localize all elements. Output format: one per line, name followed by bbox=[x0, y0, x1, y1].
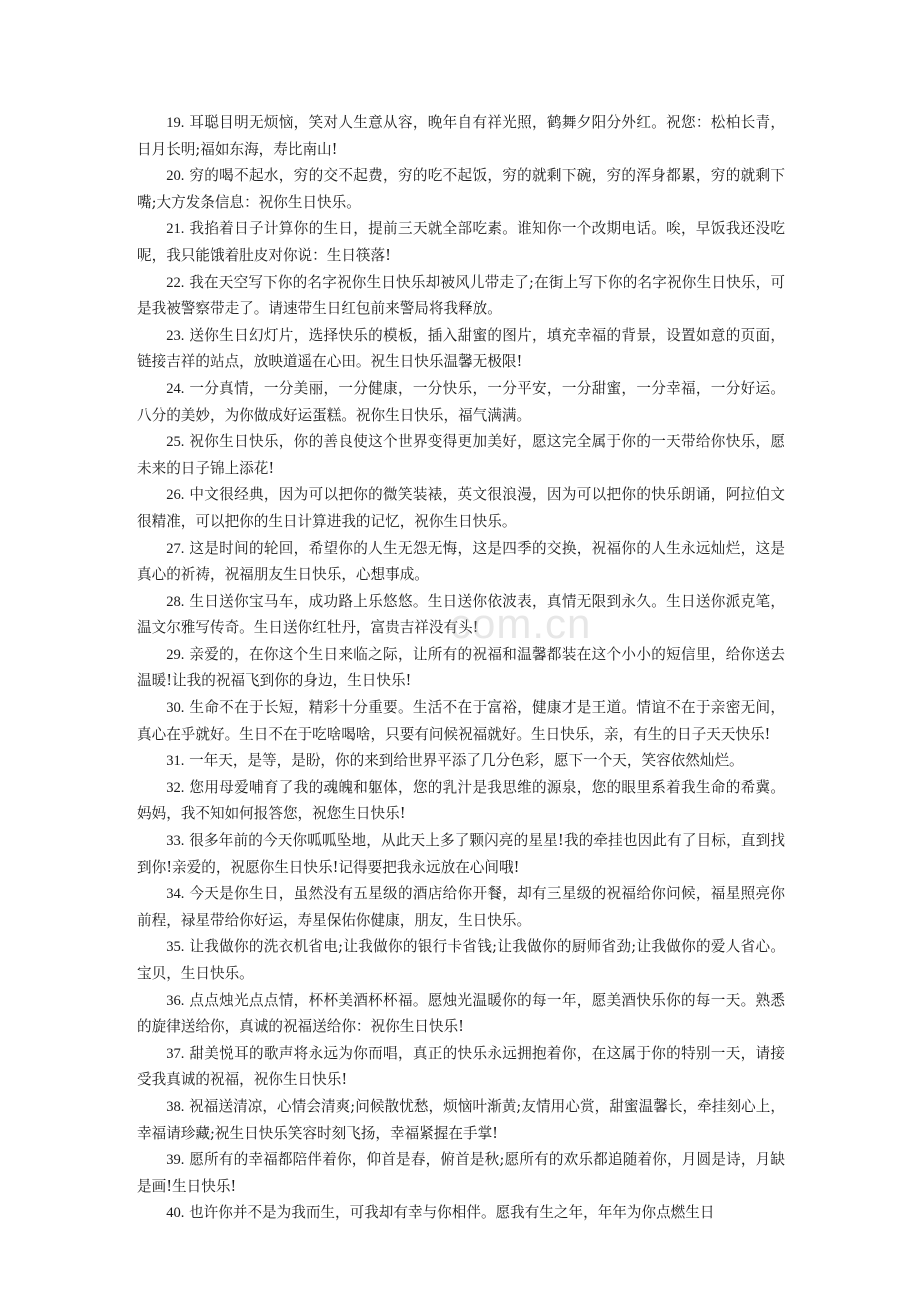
paragraph-text: 生命不在于长短，精彩十分重要。生活不在于富裕，健康才是王道。情谊不在于亲密无间，真心在乎就好。生日不在于吃啥喝啥，只要有问候祝福就好。生日快乐，亲，有生的日子天天快乐! bbox=[137, 699, 785, 743]
paragraph-text: 我在天空写下你的名字祝你生日快乐却被风儿带走了;在街上写下你的名字祝你生日快乐，可是我被警察带走了。请速带生日红包前来警局将我释放。 bbox=[137, 273, 786, 318]
paragraph-number: 24. bbox=[166, 380, 185, 397]
paragraph-number: 35. bbox=[166, 939, 185, 956]
paragraph-text: 今天是你生日，虽然没有五星级的酒店给你开餐，却有三星级的祝福给你问候，福星照亮你前程，禄星带给你好运，寿星保佑你健康，朋友，生日快乐。 bbox=[137, 885, 785, 929]
paragraph bbox=[137, 270, 785, 323]
paragraph-text: 一年天，是等，是盼，你的来到给世界平添了几分色彩，愿下一个天，笑容依然灿烂。 bbox=[189, 752, 744, 770]
paragraph-text: 中文很经典，因为可以把你的微笑装裱，英文很浪漫，因为可以把你的快乐朗诵，阿拉伯文很精准，可以把你的生日计算进我的记忆，祝你生日快乐。 bbox=[137, 486, 785, 530]
paragraph-number: 37. bbox=[166, 1045, 185, 1062]
paragraph-number: 26. bbox=[166, 487, 185, 504]
paragraph bbox=[137, 376, 785, 429]
paragraph-text: 生日送你宝马车，成功路上乐悠悠。生日送你依波表，真情无限到永久。生日送你派克笔，温文尔雅写传奇。生日送你红牡丹，富贵吉祥没有头! bbox=[137, 592, 785, 637]
paragraph bbox=[137, 1147, 785, 1200]
paragraph bbox=[137, 1041, 785, 1094]
paragraph-number: 39. bbox=[166, 1152, 185, 1169]
paragraph bbox=[137, 482, 785, 535]
paragraph-text: 我掐着日子计算你的生日，提前三天就全部吃素。谁知你一个改期电话。唉，早饭我还没吃呢，我只能饿着肚皮对你说：生日筷落! bbox=[137, 220, 785, 264]
paragraph bbox=[137, 216, 785, 269]
paragraph-number: 19. bbox=[166, 115, 185, 131]
paragraph bbox=[137, 1094, 785, 1147]
paragraph bbox=[137, 110, 785, 163]
paragraph-number: 30. bbox=[166, 700, 185, 717]
paragraph bbox=[137, 695, 785, 748]
paragraph-text: 亲爱的，在你这个生日来临之际，让所有的祝福和温馨都装在这个小小的短信里，给你送去温暖!让我的祝福飞到你的身边，生日快乐! bbox=[137, 645, 785, 690]
paragraph-text: 也许你并不是为我而生，可我却有幸与你相伴。愿我有生之年，年年为你点燃生日 bbox=[189, 1204, 715, 1222]
paragraph-number: 25. bbox=[166, 434, 185, 451]
paragraph-text: 穷的喝不起水，穷的交不起费，穷的吃不起饭，穷的就剩下碗，穷的浑身都累，穷的就剩下嘴;大方发条信息：祝你生日快乐。 bbox=[137, 167, 785, 211]
paragraph-text: 耳聪目明无烦恼，笑对人生意从容，晚年自有祥光照，鹤舞夕阳分外红。祝您：松柏长青，日月长明;福如东海，寿比南山! bbox=[137, 114, 785, 158]
watermark: com.cn bbox=[450, 600, 592, 647]
paragraph-number: 23. bbox=[166, 327, 185, 344]
document-body bbox=[137, 110, 785, 1227]
paragraph bbox=[137, 642, 785, 695]
paragraph-number: 20. bbox=[166, 168, 185, 185]
paragraph-text: 甜美悦耳的歌声将永远为你而唱，真正的快乐永远拥抱着你，在这属于你的特别一天，请接受我真诚的祝福，祝你生日快乐! bbox=[137, 1044, 785, 1089]
paragraph-text: 愿所有的幸福都陪伴着你，仰首是春，俯首是秋;愿所有的欢乐都追随着你，月圆是诗，月缺是画!生日快乐! bbox=[137, 1151, 786, 1195]
paragraph bbox=[137, 589, 785, 642]
paragraph-text: 一分真情，一分美丽，一分健康，一分快乐，一分平安，一分甜蜜，一分幸福，一分好运。八分的美妙，为你做成好运蛋糕。祝你生日快乐，福气满满。 bbox=[137, 379, 785, 424]
paragraph bbox=[137, 988, 785, 1041]
paragraph-number: 29. bbox=[166, 646, 185, 663]
paragraph-text: 祝你生日快乐，你的善良使这个世界变得更加美好，愿这完全属于你的一天带给你快乐，愿未来的日子锦上添花! bbox=[137, 433, 785, 477]
paragraph-number: 38. bbox=[166, 1098, 185, 1115]
paragraph bbox=[137, 881, 785, 934]
paragraph-number: 21. bbox=[166, 221, 185, 238]
paragraph-number: 28. bbox=[166, 593, 185, 610]
paragraph-number: 31. bbox=[166, 753, 185, 770]
paragraph bbox=[137, 775, 785, 828]
paragraph bbox=[137, 748, 785, 775]
paragraph-text: 让我做你的洗衣机省电;让我做你的银行卡省钱;让我做你的厨师省劲;让我做你的爱人省心。宝贝，生日快乐。 bbox=[137, 938, 785, 982]
paragraph-number: 27. bbox=[166, 540, 185, 557]
paragraph bbox=[137, 536, 785, 589]
paragraph-number: 22. bbox=[166, 274, 185, 291]
paragraph-number: 33. bbox=[166, 833, 185, 850]
paragraph-number: 32. bbox=[166, 779, 185, 796]
paragraph-text: 这是时间的轮回，希望你的人生无怨无悔，这是四季的交换，祝福你的人生永远灿烂，这是真心的祈祷，祝福朋友生日快乐，心想事成。 bbox=[137, 539, 785, 584]
paragraph-number: 40. bbox=[166, 1205, 185, 1222]
paragraph bbox=[137, 934, 785, 987]
paragraph bbox=[137, 1200, 785, 1227]
paragraph-number: 34. bbox=[166, 886, 185, 903]
paragraph-text: 您用母爱哺育了我的魂魄和躯体，您的乳汁是我思维的源泉，您的眼里系着我生命的希冀。妈妈，我不知如何报答您，祝您生日快乐! bbox=[137, 778, 785, 823]
paragraph-text: 送你生日幻灯片，选择快乐的模板，插入甜蜜的图片，填充幸福的背景，设置如意的页面，链接吉祥的站点，放映道遥在心田。祝生日快乐温馨无极限! bbox=[137, 326, 785, 371]
paragraph bbox=[137, 828, 785, 881]
paragraph bbox=[137, 163, 785, 216]
paragraph-text: 很多年前的今天你呱呱坠地，从此天上多了颗闪亮的星星!我的牵挂也因此有了目标，直到找到你!亲爱的，祝愿你生日快乐!记得要把我永远放在心间哦! bbox=[137, 832, 785, 876]
paragraph bbox=[137, 429, 785, 482]
paragraph-number: 36. bbox=[166, 992, 185, 1009]
paragraph bbox=[137, 323, 785, 376]
paragraph-text: 点点烛光点点情，杯杯美酒杯杯福。愿烛光温暖你的每一年，愿美酒快乐你的每一天。熟悉的旋律送给你，真诚的祝福送给你：祝你生日快乐! bbox=[137, 991, 785, 1036]
paragraph-text: 祝福送清凉，心情会清爽;问候散忧愁，烦恼叶渐黄;友情用心赏，甜蜜温馨长，牵挂刻心上，幸福请珍藏;祝生日快乐笑容时刻飞扬，幸福紧握在手掌! bbox=[137, 1097, 786, 1142]
